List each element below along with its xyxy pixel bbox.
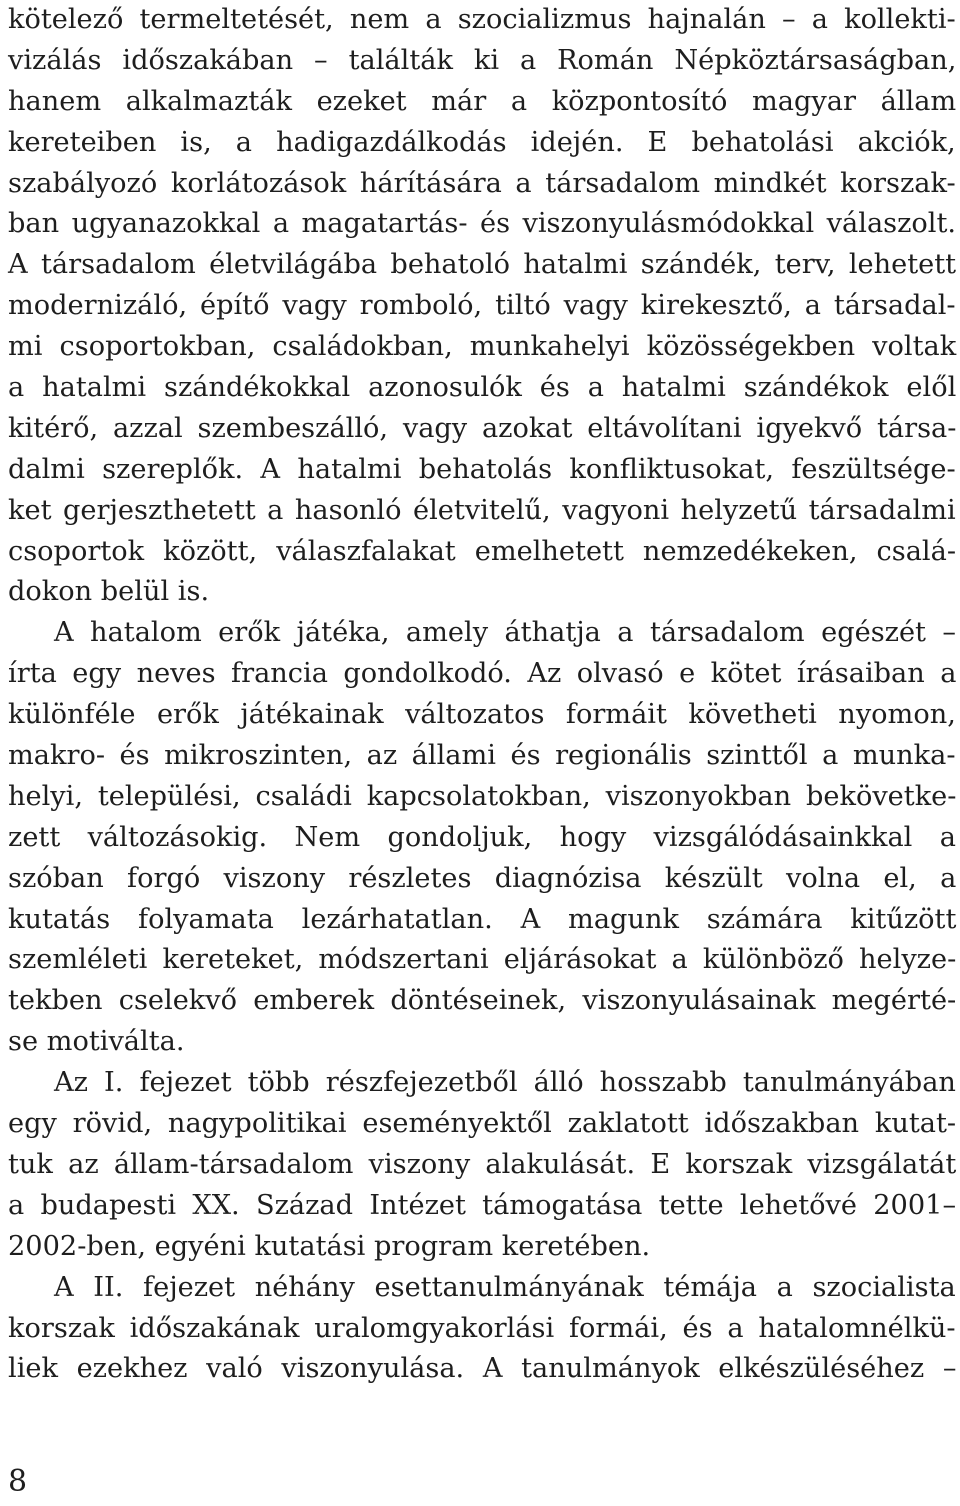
text-line: zett változásokig. Nem gondoljuk, hogy vizsgálódásainkkal a bbox=[8, 821, 956, 853]
body-text bbox=[8, 0, 956, 1390]
text-line: szemléleti kereteket, módszertani eljárásokat a különböző helyze- bbox=[8, 944, 957, 976]
text-line: a hatalmi szándékokkal azonosulók és a hatalmi szándékok elől bbox=[8, 372, 957, 404]
text-line: szabályozó korlátozások hárítására a társadalom mindkét korszak- bbox=[8, 167, 956, 199]
text-line: A társadalom életvilágába behatoló hatalmi szándék, terv, lehetett bbox=[8, 249, 957, 281]
text-line: egy rövid, nagypolitikai eseményektől zaklatott időszakban kutat- bbox=[8, 1108, 957, 1140]
text-line: Az I. fejezet több részfejezetből álló hosszabb tanulmányában bbox=[54, 1067, 956, 1099]
text-line: szóban forgó viszony részletes diagnózisa készült volna el, a bbox=[8, 862, 957, 894]
text-line: csoportok között, válaszfalakat emelhetett nemzedékeken, csalá- bbox=[8, 535, 957, 567]
text-line: kitérő, azzal szembeszálló, vagy azokat eltávolítani igyekvő társa- bbox=[8, 412, 957, 444]
text-line: tekben cselekvő emberek döntéseinek, viszonyulásainak megérté- bbox=[8, 985, 957, 1017]
text-line: tuk az állam-társadalom viszony alakulását. E korszak vizsgálatát bbox=[8, 1148, 957, 1180]
text-line: helyi, települési, családi kapcsolatokban, viszonyokban bekövetke- bbox=[8, 780, 957, 812]
text-line: a budapesti XX. Század Intézet támogatása tette lehetővé 2001– bbox=[8, 1189, 957, 1221]
text-line: korszak időszakának uralomgyakorlási formái, és a hatalomnélkü- bbox=[8, 1312, 956, 1344]
text-line: dalmi szereplők. A hatalmi behatolás konfliktusokat, feszültsége- bbox=[8, 453, 956, 485]
text-line: se motiválta. bbox=[8, 1026, 185, 1058]
page-number: 8 bbox=[8, 1464, 28, 1499]
text-line: dokon belül is. bbox=[8, 576, 210, 608]
text-line: ban ugyanazokkal a magatartás- és viszonyulásmódokkal válaszolt. bbox=[8, 208, 957, 240]
text-line: makro- és mikroszinten, az állami és regionális szinttől a munka- bbox=[8, 740, 956, 772]
text-line: mi csoportokban, családokban, munkahelyi közösségekben voltak bbox=[8, 331, 957, 363]
text-line: vizálás időszakában – találták ki a Román Népköztársaságban, bbox=[8, 44, 957, 76]
text-line: modernizáló, építő vagy romboló, tiltó vagy kirekesztő, a társadal- bbox=[8, 290, 956, 322]
text-line: liek ezekhez való viszonyulása. A tanulmányok elkészüléséhez – bbox=[8, 1353, 957, 1385]
text-line: kutatás folyamata lezárhatatlan. A magunk számára kitűzött bbox=[8, 903, 957, 935]
text-line: 2002-ben, egyéni kutatási program keretében. bbox=[8, 1230, 651, 1262]
text-line: A II. fejezet néhány esettanulmányának témája a szocialista bbox=[54, 1271, 956, 1303]
text-line: ket gerjeszthetett a hasonló életvitelű, vagyoni helyzetű társadalmi bbox=[8, 494, 956, 526]
text-line: kereteiben is, a hadigazdálkodás idején. E behatolási akciók, bbox=[8, 126, 956, 158]
text-line: különféle erők játékainak változatos formáit követheti nyomon, bbox=[8, 699, 956, 731]
text-line: kötelező termeltetését, nem a szocializmus hajnalán – a kollekti- bbox=[8, 4, 956, 35]
text-line: írta egy neves francia gondolkodó. Az olvasó e kötet írásaiban a bbox=[8, 658, 957, 690]
text-line: A hatalom erők játéka, amely áthatja a társadalom egészét – bbox=[54, 617, 956, 649]
text-line: hanem alkalmazták ezeket már a központosító magyar állam bbox=[8, 85, 957, 117]
